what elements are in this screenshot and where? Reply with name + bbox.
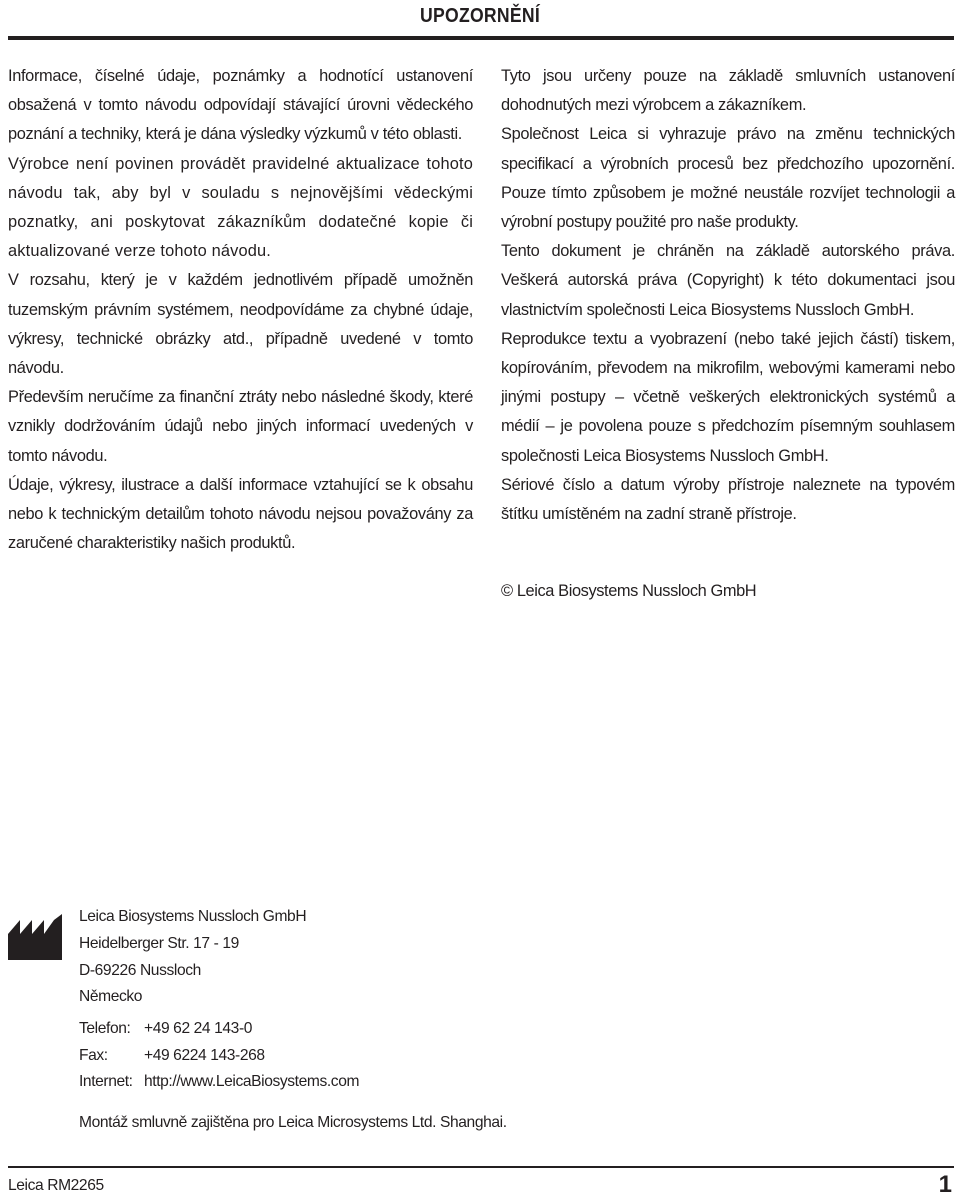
manufacturer-country: Německo [79, 988, 143, 1006]
manufacturer-contact [79, 1016, 359, 1096]
manufacturer-name: Leica Biosystems Nussloch GmbH [79, 908, 307, 925]
paragraph: V rozsahu, který je v každém jednotlivém případě umožněn tuzemským právním systémem, neodpovídáme za chybné údaje, výkresy, technické obrázky atd., případně uvedené v tomto návodu. [8, 271, 473, 378]
right-column [501, 62, 955, 529]
manufacturer-city: D-69226 Nussloch [79, 961, 201, 979]
phone-value: +49 62 24 143-0 [144, 1020, 253, 1037]
page-title: UPOZORNĚNÍ [420, 5, 540, 27]
assembly-note: Montáž smluvně zajištěna pro Leica Microsystems Ltd. Shanghai. [79, 1114, 507, 1131]
paragraph: Tento dokument je chráněn na základě autorského práva. Veškerá autorská práva (Copyright) k této dokumentaci jsou vlastnictvím společnosti Leica Biosystems Nussloch GmbH. [501, 242, 955, 319]
internet-label: Internet: [79, 1073, 133, 1090]
footer-divider [8, 1166, 954, 1168]
page-number: 1 [938, 1171, 952, 1198]
paragraph: Tyto jsou určeny pouze na základě smluvních ustanovení dohodnutých mezi výrobcem a zákazníkem. [501, 67, 955, 115]
manufacturer-street: Heidelberger Str. 17 - 19 [79, 934, 239, 952]
phone-row [79, 1016, 359, 1043]
fax-label: Fax: [79, 1046, 108, 1064]
header-divider [8, 36, 954, 40]
paragraph: Především neručíme za finanční ztráty nebo následné škody, které vznikly dodržováním údajů nebo jiných informací uvedených v tomto návodu. [8, 388, 473, 465]
copyright-notice: © Leica Biosystems Nussloch GmbH [501, 582, 757, 600]
internet-link[interactable]: http://www.LeicaBiosystems.com [144, 1073, 360, 1090]
manufacturer-address [79, 904, 306, 1011]
fax-value: +49 6224 143-268 [144, 1046, 265, 1064]
paragraph: Výrobce není povinen provádět pravidelné aktualizace tohoto návodu tak, aby byl v souladu s nejnovějšími vědeckými poznatky, ani poskytovat zákazníkům dodatečné kopie či aktualizované verze tohoto návodu. [8, 154, 473, 261]
internet-row [79, 1069, 359, 1096]
phone-label: Telefon: [79, 1020, 131, 1037]
model-name: Leica RM2265 [8, 1177, 104, 1194]
paragraph: Sériové číslo a datum výroby přístroje naleznete na typovém štítku umístěném na zadní straně přístroje. [501, 475, 955, 524]
left-column [8, 62, 473, 558]
paragraph: Reprodukce textu a vyobrazení (nebo také jejich částí) tiskem, kopírováním, převodem na mikrofilm, webovými kamerami nebo jinými postupy – včetně veškerých elektronických systémů a médií – je povolena pouze s předchozím písemným souhlasem společnosti Leica Biosystems Nussloch GmbH. [501, 329, 955, 465]
paragraph: Společnost Leica si vyhrazuje právo na změnu technických specifikací a výrobních procesů bez předchozího upozornění. Pouze tímto způsobem je možné neustále rozvíjet technologii a výrobní postupy použité pro naše produkty. [501, 125, 955, 232]
fax-row [79, 1043, 359, 1070]
manufacturer-factory-icon [8, 914, 62, 960]
paragraph: Informace, číselné údaje, poznámky a hodnotící ustanovení obsažená v tomto návodu odpovídají stávající úrovni vědeckého poznání a techniky, která je dána výsledky výzkumů v této oblasti. [8, 67, 473, 144]
paragraph: Údaje, výkresy, ilustrace a další informace vztahující se k obsahu nebo k technickým detailům tohoto návodu nejsou považovány za zaručené charakteristiky našich produktů. [8, 475, 473, 553]
